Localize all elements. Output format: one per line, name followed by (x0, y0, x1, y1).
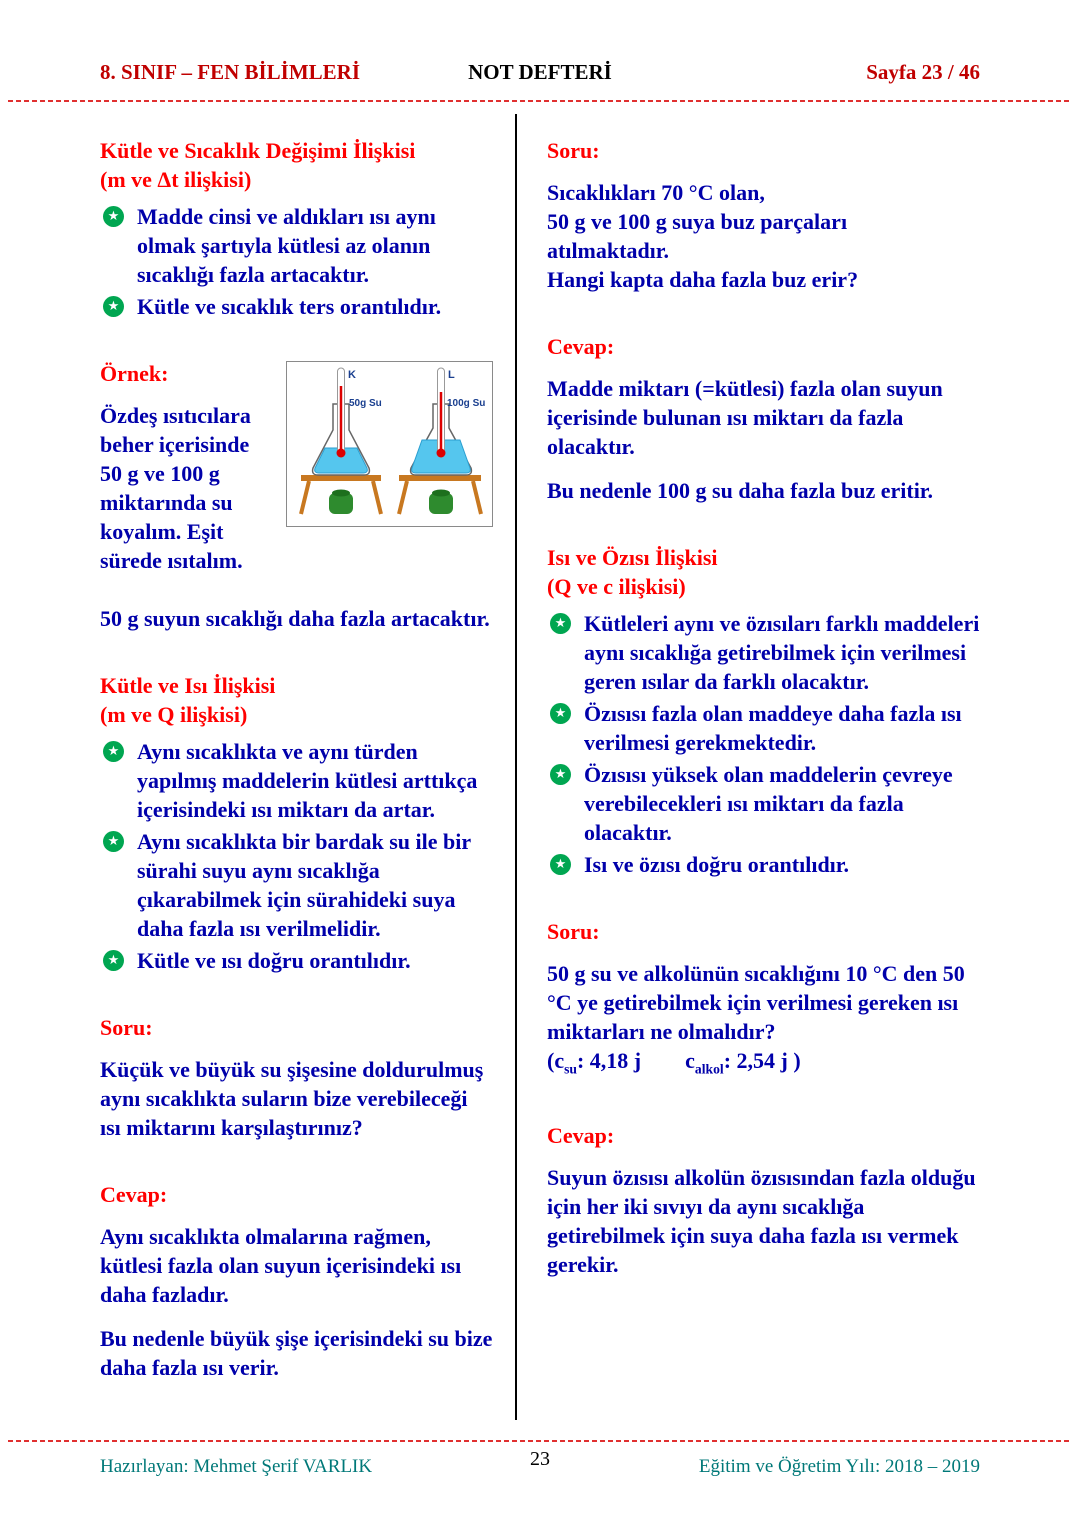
answer-label: Cevap: (100, 1182, 168, 1207)
flask-right-label: 100g Su (447, 398, 486, 409)
bullet-item (100, 946, 493, 975)
section-subtitle: (m ve Q ilişkisi) (100, 702, 248, 727)
star-bullet-icon: ★ (103, 831, 124, 852)
star-bullet-icon: ★ (550, 613, 571, 634)
course-title: 8. SINIF – FEN BİLİMLERİ (100, 60, 361, 84)
c-alcohol-sub: alkol (694, 1061, 724, 1077)
answer-text: Madde miktarı (=kütlesi) fazla olan suyun içerisinde bulunan ısı miktarı da fazla olacaktır. (547, 376, 943, 459)
section-subtitle: (Q ve c ilişkisi) (547, 574, 686, 599)
question-line: 50 g ve 100 g suya buz parçaları (547, 209, 848, 234)
bullet-item (547, 850, 980, 879)
answer-label: Cevap: (547, 334, 615, 359)
answer-text: Suyun özısısı alkolün özısısından fazla olduğu için her iki sıvıyı da aynı sıcaklığa getirebilmek için suya daha fazla ısı vermek gerekir. (547, 1165, 976, 1278)
burner-left-top (332, 490, 350, 497)
answer-label: Cevap: (547, 1123, 615, 1149)
page-footer (0, 1427, 1080, 1481)
section-title: Kütle ve Isı İlişkisi (100, 673, 276, 698)
answer-text: Bu nedenle 100 g su daha fazla buz eritir. (547, 478, 934, 503)
example-label: Örnek: (100, 361, 169, 386)
thermometer-left-label: K (348, 369, 356, 381)
star-bullet-icon: ★ (103, 741, 124, 762)
example-text: Özdeş ısıtıcılara beher içerisinde 50 g ve 100 g miktarında su koyalım. Eşit sürede ısıtalım. (100, 403, 251, 573)
c-alcohol-value: : 2,54 j ) (723, 1048, 801, 1073)
stand-left (301, 475, 381, 481)
page-indicator: Sayfa 23 / 46 (866, 60, 980, 84)
section-title: Kütle ve Sıcaklık Değişimi İlişkisi (100, 138, 416, 163)
heating-experiment-figure (286, 361, 493, 527)
page-number: 23 (530, 1448, 550, 1470)
bullet-item (547, 760, 980, 847)
answer-block (547, 332, 980, 505)
question-line: Sıcaklıkları 70 °C olan, (547, 180, 765, 205)
star-bullet-icon: ★ (550, 854, 571, 875)
question-line: atılmaktadır. (547, 238, 670, 263)
c-water-sub: su (564, 1061, 577, 1077)
answer-block (547, 1121, 980, 1279)
star-bullet-icon: ★ (103, 950, 124, 971)
star-bullet-icon: ★ (103, 296, 124, 317)
bullet-item (547, 699, 980, 757)
right-column (517, 114, 980, 1420)
answer-text: Bu nedenle büyük şişe içerisindeki su bize daha fazla ısı verir. (100, 1326, 493, 1380)
thermometer-right-label: L (448, 369, 455, 381)
c-water-value: : 4,18 j (576, 1048, 642, 1073)
question-label: Soru: (100, 1015, 153, 1040)
c-alcohol-prefix: c (685, 1048, 695, 1073)
bullet-item (100, 202, 493, 289)
flasks-illustration (287, 362, 492, 526)
section-subtitle: (m ve Δt ilişkisi) (100, 167, 252, 192)
bullet-text: Kütle ve ısı doğru orantılıdır. (137, 948, 411, 973)
bullet-item (100, 827, 493, 943)
question-text: 50 g su ve alkolünün sıcaklığını 10 °C den 50 °C ye getirebilmek için verilmesi gereken ısı miktarları ne olmalıdır? (547, 961, 965, 1044)
bullet-text: Kütle ve sıcaklık ters orantılıdır. (137, 294, 442, 319)
question-label: Soru: (547, 138, 600, 163)
section-title: Isı ve Özısı İlişkisi (547, 545, 718, 570)
left-column (100, 114, 515, 1420)
section-heat-specificheat (547, 543, 980, 879)
star-bullet-icon: ★ (550, 764, 571, 785)
answer-block (100, 1180, 493, 1382)
school-year: Eğitim ve Öğretim Yılı: 2018 – 2019 (698, 1456, 980, 1477)
bullet-item (547, 609, 980, 696)
bullet-text: Madde cinsi ve aldıkları ısı aynı olmak şartıyla kütlesi az olanın sıcaklığı fazla artacaktır. (137, 204, 436, 287)
bullet-text: Özısısı fazla olan maddeye daha fazla ısı verilmesi gerekmektedir. (584, 701, 962, 755)
section-mass-temperature (100, 136, 493, 321)
c-water-prefix: (c (547, 1048, 565, 1073)
flask-left-label: 50g Su (349, 398, 382, 409)
section-mass-heat (100, 671, 493, 975)
question-line: Hangi kapta daha fazla buz erir? (547, 267, 859, 292)
stand-right (399, 475, 481, 481)
section-example (100, 359, 493, 633)
burner-right-top (432, 490, 450, 497)
bullet-item (100, 292, 493, 321)
bullet-text: Özısısı yüksek olan maddelerin çevreye verebilecekleri ısı miktarı da fazla olacaktır. (584, 762, 953, 845)
answer-text: Aynı sıcaklıkta olmalarına rağmen, kütlesi fazla olan suyun içerisindeki ısı daha fazladır. (100, 1224, 462, 1307)
question-block (547, 917, 980, 1083)
bullet-text: Isı ve özısı doğru orantılıdır. (584, 852, 850, 877)
bullet-text: Aynı sıcaklıkta bir bardak su ile bir sürahi suyu aynı sıcaklığa çıkarabilmek için sürahideki suya daha fazla ısı verilmelidir. (137, 829, 471, 941)
question-block (100, 1013, 493, 1142)
bullet-text: Kütleleri aynı ve özısıları farklı maddeleri aynı sıcaklığa getirebilmek için verilmesi geren ısılar da farklı olacaktır. (584, 611, 980, 694)
bullet-text: Aynı sıcaklıkta ve aynı türden yapılmış maddelerin kütlesi arttıkça içerisindeki ısı miktarı da artar. (137, 739, 478, 822)
star-bullet-icon: ★ (550, 703, 571, 724)
question-text: Küçük ve büyük su şişesine doldurulmuş aynı sıcaklıkta suların bize verebileceği ısı miktarını karşılaştırınız? (100, 1057, 484, 1140)
example-conclusion: 50 g suyun sıcaklığı daha fazla artacaktır. (100, 606, 490, 631)
question-label: Soru: (547, 919, 600, 944)
bullet-item (100, 737, 493, 824)
document-title: NOT DEFTERİ (468, 60, 612, 84)
author: Hazırlayan: Mehmet Şerif VARLIK (100, 1456, 373, 1477)
page-header (0, 0, 1080, 87)
star-bullet-icon: ★ (103, 206, 124, 227)
thermometer-left-bulb (337, 449, 346, 458)
specific-heat-values (547, 1046, 980, 1083)
thermometer-right-bulb (437, 449, 446, 458)
content-area (0, 102, 1080, 1420)
question-block (547, 136, 980, 294)
